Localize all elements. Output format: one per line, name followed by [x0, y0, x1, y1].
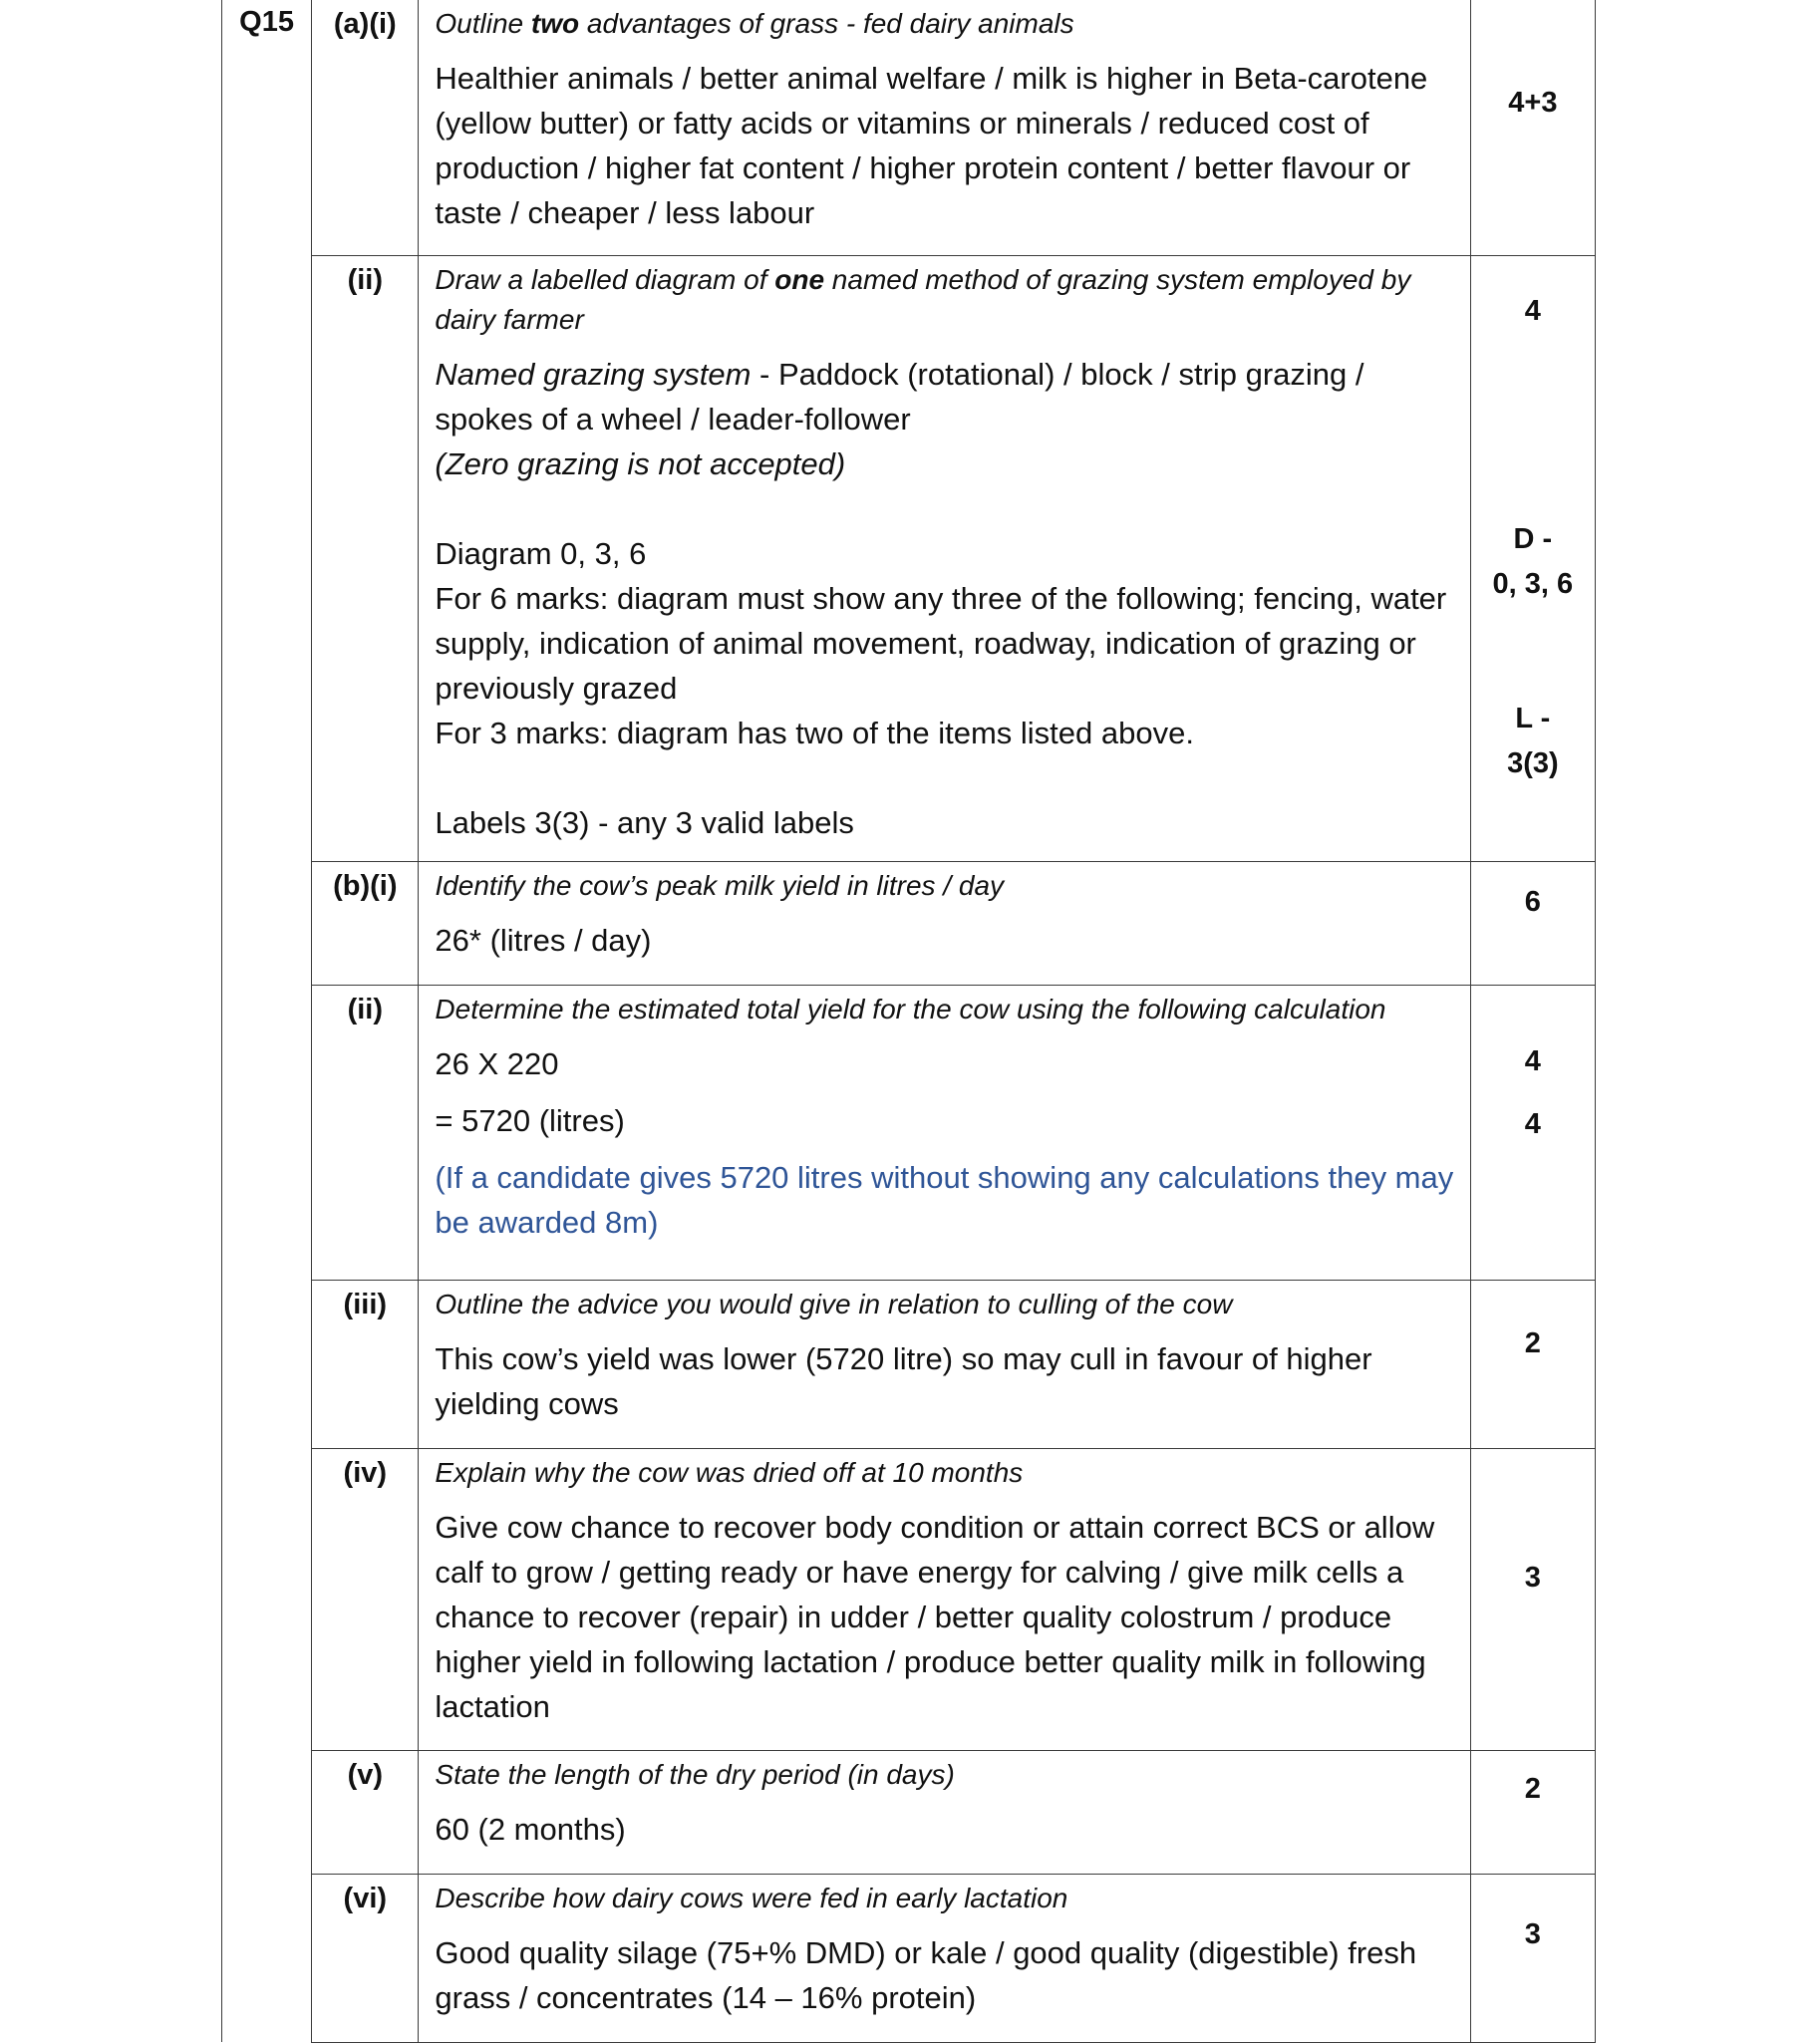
marks-value: 2 [1524, 1326, 1541, 1359]
answer-text: Good quality silage (75+% DMD) or kale / good quality (digestible) fresh grass / concentrates (14 – 16% protein) [435, 1934, 1417, 2015]
marks-cell [1470, 1874, 1595, 2042]
answer-cell [419, 1448, 1470, 1750]
part-label [312, 1448, 419, 1750]
answer-cell [419, 0, 1470, 255]
part-label [312, 1280, 419, 1448]
marks-labels-label: L - [1515, 702, 1551, 734]
table-row [222, 985, 1596, 1280]
marking-scheme-table [221, 0, 1596, 2043]
table-row [222, 255, 1596, 861]
marks-cell [1470, 1750, 1595, 1874]
answer-cell [419, 1874, 1470, 2042]
question-prompt: Outline the advice you would give in relation to culling of the cow [435, 1288, 1233, 1319]
question-prompt: Draw a labelled diagram of one named method of grazing system employed by dairy farmer [435, 263, 1411, 335]
answer-cell [419, 255, 1470, 861]
part-label [312, 0, 419, 255]
question-prompt: Outline two advantages of grass - fed dairy animals [435, 8, 1074, 39]
marks-value-calc: 4 [1524, 1044, 1541, 1077]
marks-cell [1470, 1448, 1595, 1750]
question-prompt: Explain why the cow was dried off at 10 months [435, 1456, 1024, 1488]
diagram-marks-line: Diagram 0, 3, 6 [435, 535, 647, 571]
marks-value: 4+3 [1508, 87, 1558, 119]
answer-text: 26* (litres / day) [435, 922, 652, 958]
part-label-text: (v) [347, 1758, 384, 1791]
part-label-text: (vi) [343, 1882, 388, 1914]
marks-diagram-label: D - [1513, 522, 1553, 555]
labels-line: Labels 3(3) - any 3 valid labels [435, 804, 854, 840]
answer-text: 60 (2 months) [435, 1811, 626, 1847]
table-row [222, 1874, 1596, 2042]
answer-cell [419, 861, 1470, 985]
zero-grazing-note: (Zero grazing is not accepted) [435, 445, 846, 481]
named-system-text: Named grazing system - Paddock (rotational) / block / strip grazing / spokes of a wheel / leader-follower [435, 356, 1364, 437]
question-prompt: Describe how dairy cows were fed in early lactation [435, 1882, 1068, 1913]
marks-value: 6 [1524, 885, 1541, 918]
question-prompt: State the length of the dry period (in days) [435, 1758, 955, 1790]
answer-text: This cow’s yield was lower (5720 litre) so may cull in favour of higher yielding cows [435, 1340, 1372, 1421]
part-label [312, 1874, 419, 2042]
marks-value: 2 [1524, 1772, 1541, 1805]
table-row [222, 0, 1596, 255]
part-label [312, 985, 419, 1280]
marks-value: 4 [1524, 294, 1541, 327]
question-prompt: Determine the estimated total yield for the cow using the following calculation [435, 993, 1386, 1024]
marks-value: 3 [1524, 1917, 1541, 1950]
answer-cell [419, 1750, 1470, 1874]
part-label-text: (b)(i) [333, 869, 398, 902]
table-row [222, 1750, 1596, 1874]
part-label [312, 1750, 419, 1874]
calculation-line: 26 X 220 [435, 1045, 559, 1081]
marks-cell [1470, 1280, 1595, 1448]
part-label-text: (ii) [347, 993, 384, 1025]
marks-cell [1470, 0, 1595, 255]
marks-value-result: 4 [1524, 1107, 1541, 1140]
marks-value: 3 [1524, 1561, 1541, 1594]
examiner-note: (If a candidate gives 5720 litres without showing any calculations they may be awarded 8m) [435, 1159, 1454, 1240]
three-marks-criteria: For 3 marks: diagram has two of the items listed above. [435, 715, 1194, 750]
marks-labels-value: 3(3) [1507, 746, 1559, 779]
marks-cell [1470, 255, 1595, 861]
answer-text: Give cow chance to recover body condition or attain correct BCS or allow calf to grow / getting ready or have energy for calving / give milk cells a chance to recover (repair) in udder / better quality colostrum / produce higher yield in following lactation / produce better quality milk in following lactation [435, 1509, 1435, 1724]
table-row [222, 861, 1596, 985]
part-label-text: (iv) [343, 1456, 388, 1489]
answer-cell [419, 985, 1470, 1280]
part-label [312, 255, 419, 861]
marks-diagram-value: 0, 3, 6 [1492, 567, 1574, 600]
question-prompt: Identify the cow’s peak milk yield in litres / day [435, 869, 1005, 901]
answer-text: Healthier animals / better animal welfare / milk is higher in Beta-carotene (yellow butter) or fatty acids or vitamins or minerals / reduced cost of production / higher fat content / higher protein content / better flavour or taste / cheaper / less labour [435, 61, 1428, 230]
part-label-text: (ii) [347, 263, 384, 296]
part-label-text: (iii) [343, 1288, 388, 1320]
table-row [222, 1448, 1596, 1750]
question-number [222, 0, 312, 2042]
marks-cell [1470, 861, 1595, 985]
six-marks-criteria: For 6 marks: diagram must show any three of the following; fencing, water supply, indication of animal movement, roadway, indication of grazing or previously grazed [435, 580, 1447, 706]
part-label [312, 861, 419, 985]
answer-cell [419, 1280, 1470, 1448]
part-label-text: (a)(i) [333, 8, 397, 40]
table-row [222, 1280, 1596, 1448]
question-number-label: Q15 [239, 6, 294, 38]
calculation-result: = 5720 (litres) [435, 1102, 625, 1138]
marks-cell [1470, 985, 1595, 1280]
